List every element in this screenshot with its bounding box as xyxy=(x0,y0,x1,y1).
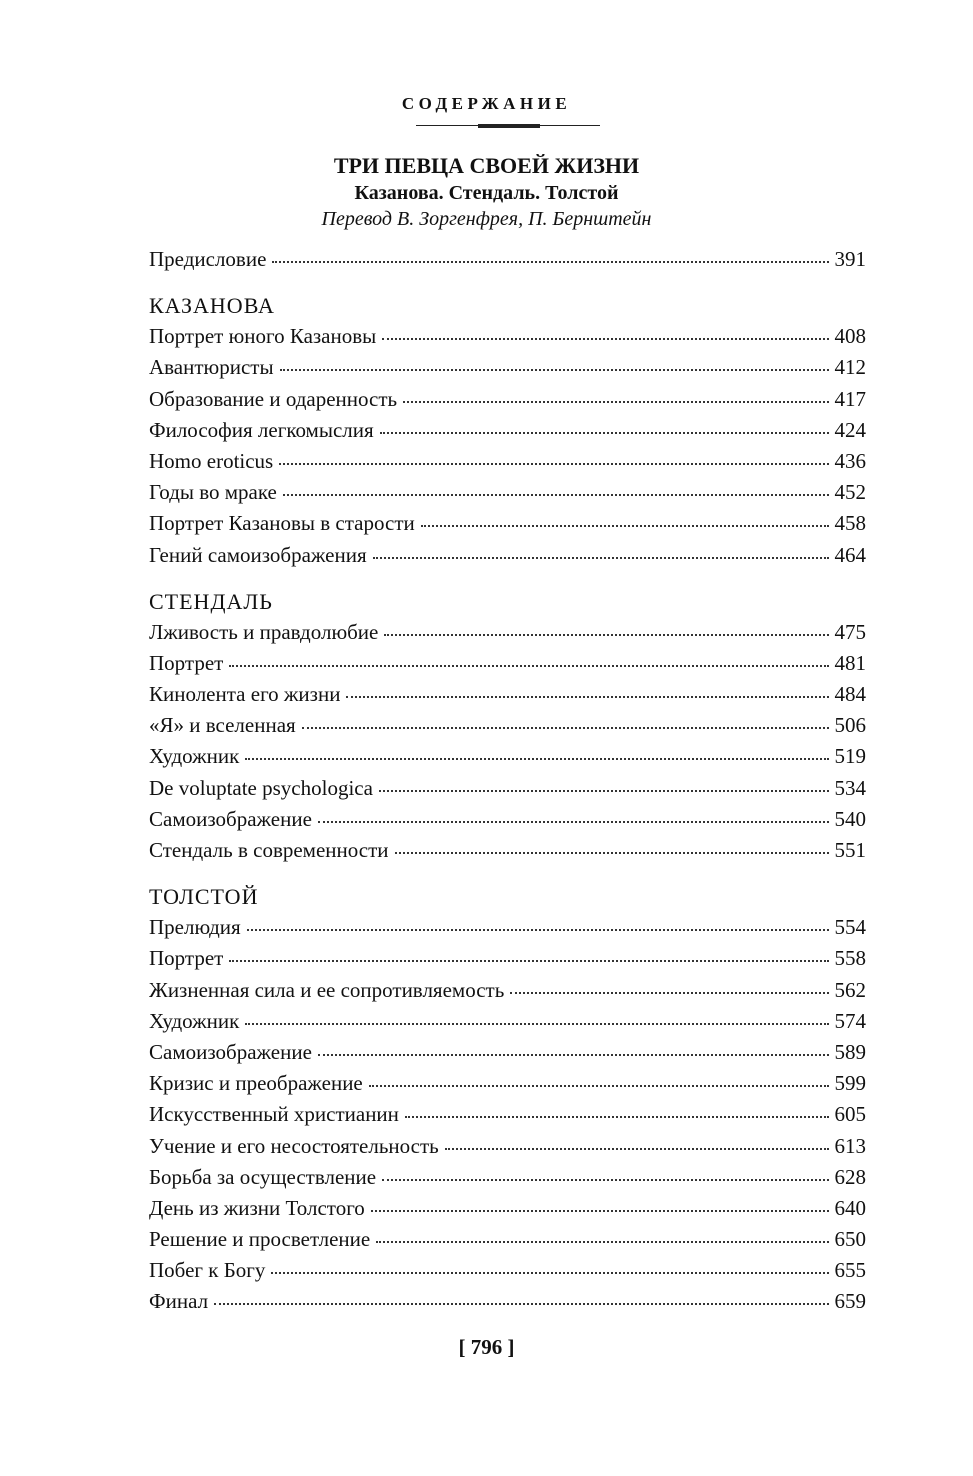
toc-entry-label: Портрет xyxy=(149,650,224,675)
toc-entry-page: 551 xyxy=(834,838,866,862)
toc-entry-label: Портрет Казановы в старости xyxy=(149,511,415,536)
dot-leader xyxy=(279,463,828,465)
toc-entry-label: Побег к Богу xyxy=(149,1258,266,1283)
toc-entry-page: 452 xyxy=(834,480,866,505)
toc-entry-label: Портрет юного Казановы xyxy=(149,324,377,349)
toc-entry-page: 540 xyxy=(834,806,866,831)
toc-entry-label: Прелюдия xyxy=(149,915,241,940)
toc-entry-page: 558 xyxy=(834,946,866,971)
dot-leader xyxy=(271,1272,828,1274)
toc-entry-page: 562 xyxy=(834,977,866,1002)
title-block xyxy=(0,152,973,232)
translators-credit: Перевод В. Зоргенфрея, П. Бернштейн xyxy=(321,208,652,230)
toc-entry[interactable] xyxy=(149,1255,866,1286)
toc-entry-label: Годы во мраке xyxy=(149,480,277,505)
dot-leader xyxy=(405,1116,829,1118)
toc-entry[interactable] xyxy=(149,352,866,383)
toc-entry-label: De voluptate psychologica xyxy=(149,775,373,800)
toc-entry-page: 613 xyxy=(834,1133,866,1158)
toc-entry-label: Портрет xyxy=(149,946,224,971)
toc-entry[interactable] xyxy=(149,1131,866,1162)
toc-entry[interactable] xyxy=(149,710,866,741)
toc-entry-page: 391 xyxy=(834,247,866,271)
toc-entry-page: 436 xyxy=(834,448,866,473)
dot-leader xyxy=(384,634,828,636)
toc-entry[interactable] xyxy=(149,384,866,415)
toc-entry-label: Финал xyxy=(149,1289,209,1314)
dot-leader xyxy=(214,1303,828,1305)
toc-entry-label: Решение и просветление xyxy=(149,1227,371,1252)
toc-entry-page: 640 xyxy=(834,1195,866,1220)
toc-entry-label: Самоизображение xyxy=(149,1039,312,1064)
book-subtitle: Казанова. Стендаль. Толстой xyxy=(354,182,619,204)
dot-leader xyxy=(379,790,829,792)
toc-entry-page: 628 xyxy=(834,1164,866,1189)
toc-entry-label: Художник xyxy=(149,1008,240,1033)
toc-entry-page: 412 xyxy=(834,355,866,380)
toc-entry-label: День из жизни Толстого xyxy=(149,1195,365,1220)
toc-entry-page: 574 xyxy=(834,1008,866,1033)
toc-entry[interactable] xyxy=(149,943,866,974)
dot-leader xyxy=(421,525,829,527)
section-heading: КАЗАНОВА xyxy=(149,293,275,319)
toc-entry[interactable] xyxy=(149,975,866,1006)
toc-entry-label: Кризис и преображение xyxy=(149,1071,363,1096)
dot-leader xyxy=(247,929,829,931)
dot-leader xyxy=(318,1054,829,1056)
toc-entry-label: Кинолента его жизни xyxy=(149,682,341,707)
toc-entry[interactable] xyxy=(149,773,866,804)
dot-leader xyxy=(245,758,828,760)
toc-entry-label: Авантюристы xyxy=(149,355,274,380)
toc-entry[interactable] xyxy=(149,1006,866,1037)
toc-entry-label: Предисловие xyxy=(149,247,267,271)
toc-entry-label: Образование и одаренность xyxy=(149,386,398,411)
toc-entry-label: Учение и его несостоятельность xyxy=(149,1133,439,1158)
toc-entry[interactable] xyxy=(149,415,866,446)
toc-entry-page: 599 xyxy=(834,1071,866,1096)
toc-entry[interactable] xyxy=(149,508,866,539)
dot-leader xyxy=(245,1023,828,1025)
dot-leader xyxy=(376,1241,828,1243)
toc-entry-label: Философия легкомыслия xyxy=(149,417,374,442)
toc-entry-page: 417 xyxy=(834,386,866,411)
toc-entry-label: Homo eroticus xyxy=(149,448,274,473)
dot-leader xyxy=(403,401,828,403)
dot-leader xyxy=(382,338,828,340)
section-heading: СТЕНДАЛЬ xyxy=(149,588,273,614)
toc-entry-page: 605 xyxy=(834,1102,866,1127)
toc-entry-page: 655 xyxy=(834,1258,866,1283)
toc-entry[interactable] xyxy=(149,804,866,835)
toc-entry-page: 589 xyxy=(834,1039,866,1064)
toc-entry-label: Лживость и правдолюбие xyxy=(149,619,379,644)
toc-entry[interactable] xyxy=(149,617,866,648)
dot-leader xyxy=(283,494,829,496)
toc-entry[interactable] xyxy=(149,648,866,679)
toc-entry[interactable] xyxy=(149,1162,866,1193)
toc-entry-page: 481 xyxy=(834,650,866,675)
toc-entry[interactable] xyxy=(149,477,866,508)
toc-entry-page: 650 xyxy=(834,1227,866,1252)
toc-entry[interactable] xyxy=(149,540,866,571)
dot-leader xyxy=(369,1085,829,1087)
dot-leader xyxy=(229,665,828,667)
toc-entry-label: Жизненная сила и ее сопротивляемость xyxy=(149,977,505,1002)
toc-entry[interactable] xyxy=(149,1068,866,1099)
dot-leader xyxy=(272,261,828,263)
toc-entry-label: Самоизображение xyxy=(149,806,312,831)
dot-leader xyxy=(318,821,829,823)
toc-entry-page: 464 xyxy=(834,542,866,567)
toc-entry[interactable] xyxy=(149,1037,866,1068)
toc-entry[interactable] xyxy=(149,1224,866,1255)
toc-entry-label: «Я» и вселенная xyxy=(149,713,296,738)
dot-leader xyxy=(280,369,829,371)
toc-entry[interactable] xyxy=(149,446,866,477)
toc-entry-label: Борьба за осуществление xyxy=(149,1164,377,1189)
dot-leader xyxy=(229,960,828,962)
toc-entry-page: 554 xyxy=(834,915,866,940)
toc-entry-label: Художник xyxy=(149,744,240,769)
toc-entry-page: 424 xyxy=(834,417,866,442)
toc-entry[interactable] xyxy=(149,1099,866,1130)
dot-leader xyxy=(302,727,829,729)
toc-entry[interactable] xyxy=(149,912,866,943)
toc-entry-label: Искусственный христианин xyxy=(149,1102,399,1127)
toc-entry[interactable] xyxy=(149,835,866,866)
dot-leader xyxy=(382,1179,828,1181)
toc-entry[interactable] xyxy=(149,1286,866,1317)
dot-leader xyxy=(510,992,828,994)
toc-entry-page: 408 xyxy=(834,324,866,349)
toc-entry-preface[interactable] xyxy=(149,244,866,275)
toc-entry-page: 534 xyxy=(834,775,866,800)
toc-sections xyxy=(149,290,866,1317)
table-of-contents xyxy=(149,244,866,1318)
toc-entry[interactable] xyxy=(149,741,866,772)
toc-entry-label: Стендаль в современности xyxy=(149,838,389,862)
toc-entry-page: 519 xyxy=(834,744,866,769)
ornament-rule-center xyxy=(478,124,540,128)
dot-leader xyxy=(346,696,828,698)
toc-entry-page: 659 xyxy=(834,1289,866,1314)
page-number: [ 796 ] xyxy=(458,1335,515,1359)
toc-entry[interactable] xyxy=(149,1193,866,1224)
dot-leader xyxy=(373,557,829,559)
toc-entry[interactable] xyxy=(149,321,866,352)
toc-entry[interactable] xyxy=(149,679,866,710)
dot-leader xyxy=(371,1210,829,1212)
running-head: СОДЕРЖАНИЕ xyxy=(401,94,572,113)
toc-entry-page: 484 xyxy=(834,682,866,707)
dot-leader xyxy=(380,432,829,434)
dot-leader xyxy=(395,852,829,854)
section-heading: ТОЛСТОЙ xyxy=(149,884,259,910)
toc-entry-page: 458 xyxy=(834,511,866,536)
toc-entry-page: 506 xyxy=(834,713,866,738)
book-title: ТРИ ПЕВЦА СВОЕЙ ЖИЗНИ xyxy=(333,153,640,178)
toc-entry-page: 475 xyxy=(834,619,866,644)
dot-leader xyxy=(445,1148,829,1150)
toc-entry-label: Гений самоизображения xyxy=(149,542,367,567)
